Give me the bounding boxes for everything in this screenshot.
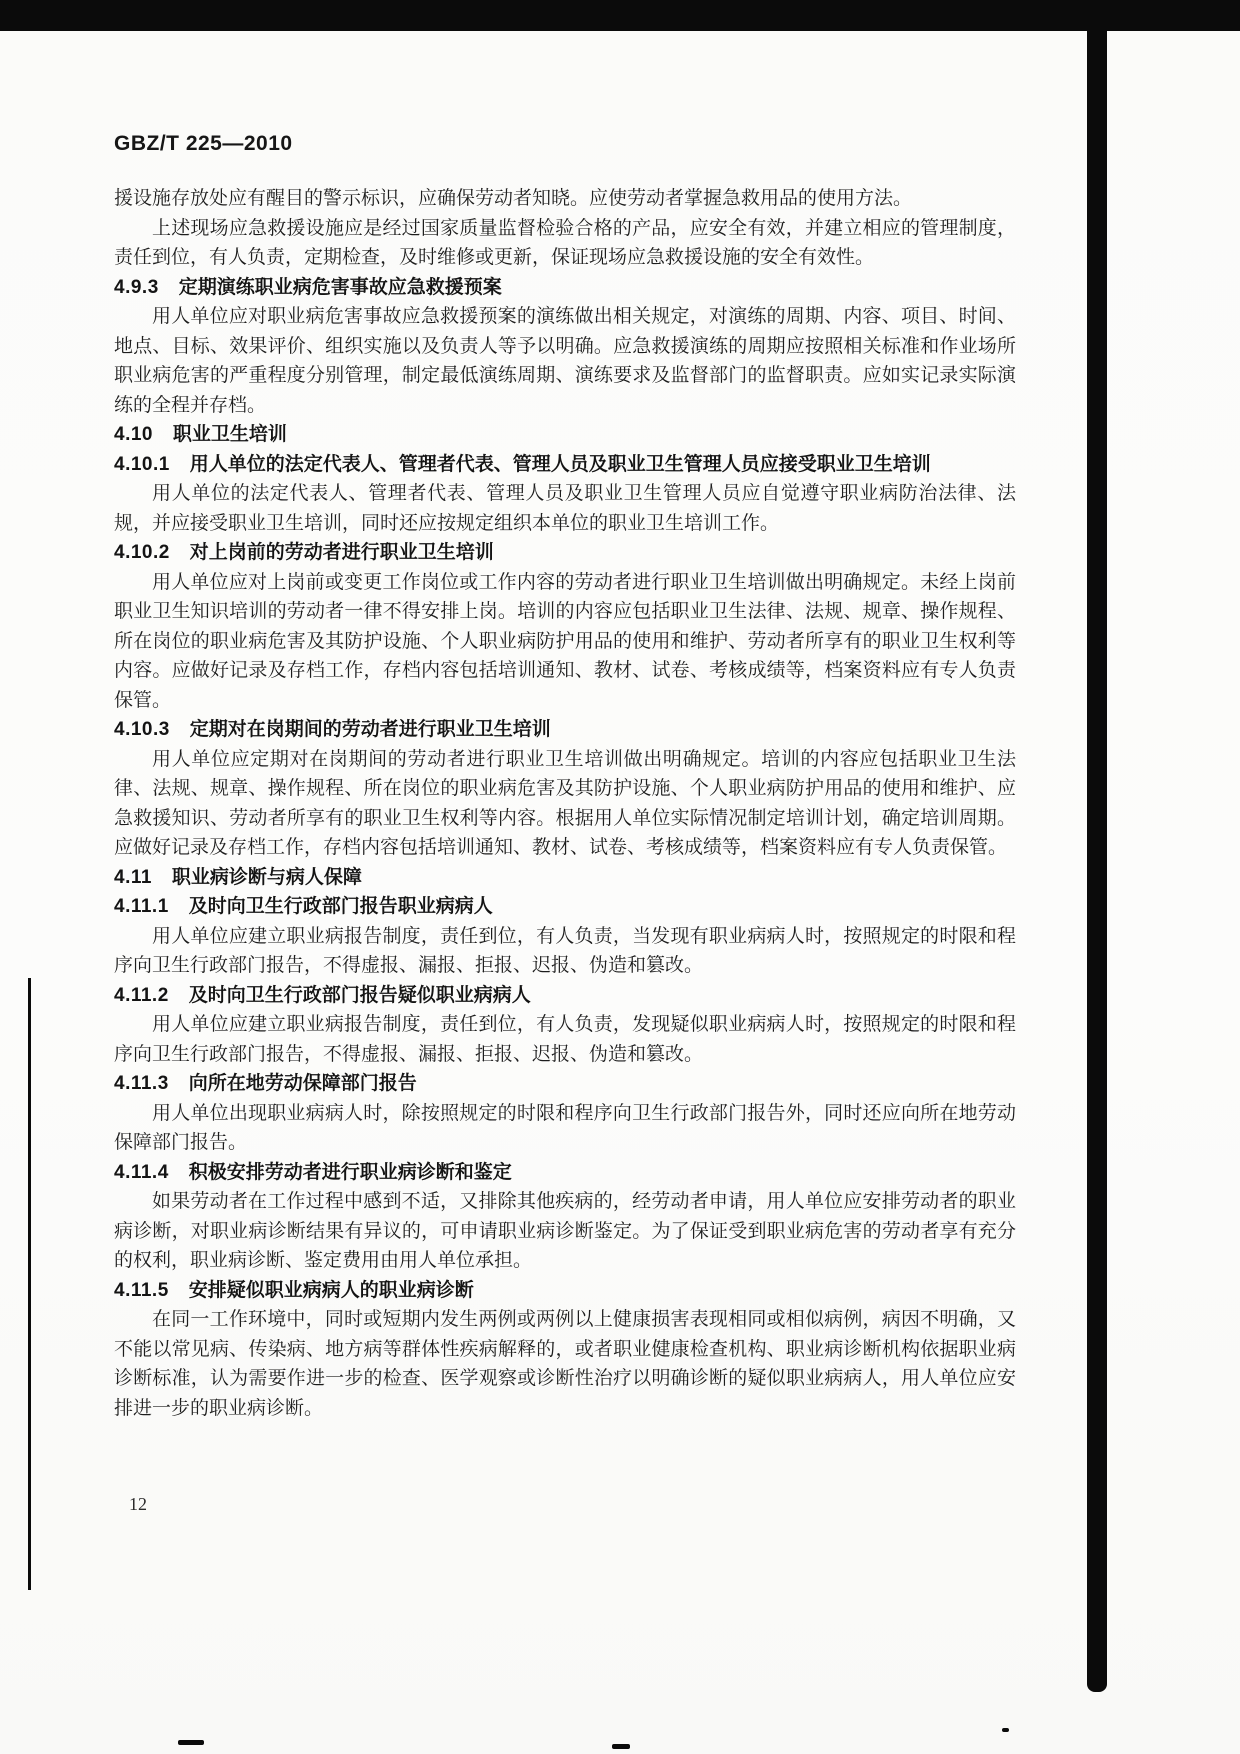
section-title: 安排疑似职业病病人的职业病诊断 [188, 1279, 474, 1301]
heading-4-10 [114, 420, 1016, 450]
document-standard-number: GBZ/T 225—2010 [114, 132, 293, 155]
scan-artifact-mark [1002, 1728, 1009, 1732]
heading-4-11-4 [114, 1158, 1016, 1188]
section-number: 4.10 [114, 424, 153, 445]
scan-artifact-mark [178, 1740, 204, 1745]
paragraph: 用人单位出现职业病病人时，除按照规定的时限和程序向卫生行政部门报告外，同时还应向所在地劳动保障部门报告。 [114, 1102, 1016, 1153]
paragraph: 用人单位应定期对在岗期间的劳动者进行职业卫生培训做出明确规定。培训的内容应包括职业卫生法律、法规、规章、操作规程、所在岗位的职业病危害及其防护设施、个人职业病防护用品的使用和维护、应急救援知识、劳动者所享有的职业卫生权利等内容。根据用人单位实际情况制定培训计划，确定培训周期。应做好记录及存档工作，存档内容包括培训通知、教材、试卷、考核成绩等，档案资料应有专人负责保管。 [114, 748, 1016, 858]
section-number: 4.10.1 [114, 453, 170, 475]
section-title: 向所在地劳动保障部门报告 [188, 1073, 417, 1094]
paragraph: 用人单位应建立职业病报告制度，责任到位，有人负责，发现疑似职业病病人时，按照规定的时限和程序向卫生行政部门报告，不得虚报、漏报、拒报、迟报、伪造和篡改。 [114, 1014, 1016, 1065]
heading-4-11-5 [114, 1276, 1016, 1306]
section-title: 用人单位的法定代表人、管理者代表、管理人员及职业卫生管理人员应接受职业卫生培训 [189, 453, 931, 475]
section-number: 4.10.3 [114, 719, 170, 740]
scan-artifact-left-line [28, 978, 31, 1590]
paragraph: 上述现场应急救援设施应是经过国家质量监督检验合格的产品，应安全有效，并建立相应的管理制度，责任到位，有人负责，定期检查，及时维修或更新，保证现场应急救援设施的安全有效性。 [114, 217, 1016, 268]
heading-4-10-3 [114, 715, 1016, 745]
scan-artifact-right-bar [1087, 0, 1107, 1692]
section-number: 4.10.2 [114, 542, 170, 563]
heading-4-11-2 [114, 981, 1016, 1011]
section-title: 定期对在岗期间的劳动者进行职业卫生培训 [189, 719, 551, 740]
section-title: 及时向卫生行政部门报告职业病病人 [188, 896, 493, 917]
paragraph: 用人单位应对职业病危害事故应急救援预案的演练做出相关规定，对演练的周期、内容、项目、时间、地点、目标、效果评价、组织实施以及负责人等予以明确。应急救援演练的周期应按照相关标准和作业场所职业病危害的严重程度分别管理，制定最低演练周期、演练要求及监督部门的监督职责。应如实记录实际演练的全程并存档。 [114, 306, 1016, 416]
section-title: 积极安排劳动者进行职业病诊断和鉴定 [188, 1161, 512, 1183]
section-number: 4.11.3 [114, 1073, 169, 1094]
heading-4-10-1 [114, 450, 1016, 480]
heading-4-11-3 [114, 1069, 1016, 1099]
section-number: 4.11 [114, 866, 152, 888]
paragraph: 用人单位的法定代表人、管理者代表、管理人员及职业卫生管理人员应自觉遵守职业病防治法律、法规，并应接受职业卫生培训，同时还应按规定组织本单位的职业卫生培训工作。 [114, 483, 1016, 534]
section-title: 对上岗前的劳动者进行职业卫生培训 [189, 542, 494, 563]
section-title: 定期演练职业病危害事故应急救援预案 [178, 276, 502, 298]
section-title: 及时向卫生行政部门报告疑似职业病病人 [188, 984, 531, 1006]
heading-4-11 [114, 863, 1016, 893]
section-title: 职业卫生培训 [172, 424, 287, 445]
section-number: 4.9.3 [114, 276, 159, 298]
page-number: 12 [129, 1494, 147, 1514]
paragraph: 如果劳动者在工作过程中感到不适，又排除其他疾病的，经劳动者申请，用人单位应安排劳动者的职业病诊断，对职业病诊断结果有异议的，可申请职业病诊断鉴定。为了保证受到职业病危害的劳动者享有充分的权利，职业病诊断、鉴定费用由用人单位承担。 [114, 1191, 1016, 1271]
paragraph: 在同一工作环境中，同时或短期内发生两例或两例以上健康损害表现相同或相似病例，病因不明确，又不能以常见病、传染病、地方病等群体性疾病解释的，或者职业健康检查机构、职业病诊断机构依据职业病诊断标准，认为需要作进一步的检查、医学观察或诊断性治疗以明确诊断的疑似职业病病人，用人单位应安排进一步的职业病诊断。 [114, 1309, 1016, 1419]
section-number: 4.11.1 [114, 896, 169, 917]
heading-4-9-3 [114, 273, 1016, 303]
paragraph: 用人单位应建立职业病报告制度，责任到位，有人负责，当发现有职业病病人时，按照规定的时限和程序向卫生行政部门报告，不得虚报、漏报、拒报、迟报、伪造和篡改。 [114, 925, 1016, 976]
section-number: 4.11.4 [114, 1161, 169, 1183]
scan-artifact-top-bar [0, 0, 1240, 31]
heading-4-10-2 [114, 538, 1016, 568]
paragraph: 援设施存放处应有醒目的警示标识，应确保劳动者知晓。应使劳动者掌握急救用品的使用方法。 [114, 188, 913, 209]
heading-4-11-1 [114, 892, 1016, 922]
section-title: 职业病诊断与病人保障 [171, 866, 362, 888]
document-body [114, 184, 1016, 1423]
scan-artifact-mark [612, 1744, 630, 1749]
section-number: 4.11.5 [114, 1279, 169, 1301]
paragraph: 用人单位应对上岗前或变更工作岗位或工作内容的劳动者进行职业卫生培训做出明确规定。未经上岗前职业卫生知识培训的劳动者一律不得安排上岗。培训的内容应包括职业卫生法律、法规、规章、操作规程、所在岗位的职业病危害及其防护设施、个人职业病防护用品的使用和维护、劳动者所享有的职业卫生权利等内容。应做好记录及存档工作，存档内容包括培训通知、教材、试卷、考核成绩等，档案资料应有专人负责保管。 [114, 571, 1016, 711]
section-number: 4.11.2 [114, 984, 169, 1006]
